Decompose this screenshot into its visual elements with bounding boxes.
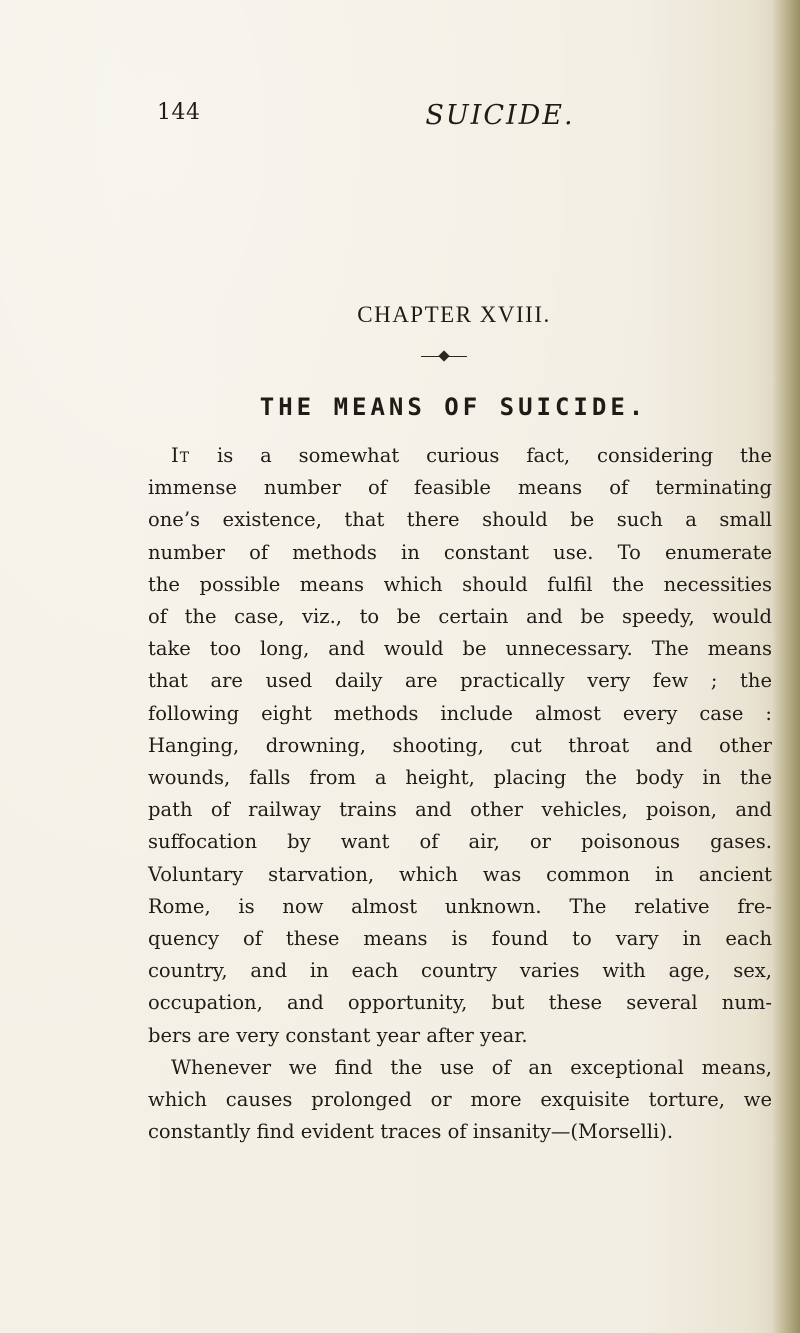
text-line: number of methods in constant use. To enumerate xyxy=(148,540,772,564)
page-number: 144 xyxy=(157,100,201,125)
text-line xyxy=(148,440,772,472)
text-line: Rome, is now almost unknown. The relative fre- xyxy=(148,894,772,918)
chapter-label: CHAPTER XVIII. xyxy=(357,302,551,327)
running-title: SUICIDE. xyxy=(425,100,575,131)
text-line: quency of these means is found to vary in each xyxy=(148,927,772,951)
chapter-title: THE MEANS OF SUICIDE. xyxy=(259,393,648,421)
text-line: suffocation by want of air, or poisonous gases. xyxy=(148,830,772,854)
text-line: bers are very constant year after year. xyxy=(148,1023,528,1047)
text-line: of the case, viz., to be certain and be speedy, would xyxy=(148,605,772,629)
text-line: which causes prolonged or more exquisite torture, we xyxy=(148,1088,772,1112)
text-line: that are used daily are practically very few ; the xyxy=(148,669,772,693)
text-line-content: is a somewhat curious fact, considering the xyxy=(190,444,772,467)
text-line: one’s existence, that there should be such a small xyxy=(148,508,772,532)
text-line: immense number of feasible means of terminating xyxy=(148,476,772,500)
text-line: country, and in each country varies with age, sex, xyxy=(148,959,772,983)
text-line: following eight methods include almost every case : xyxy=(148,701,772,725)
opening-word: It xyxy=(171,444,191,467)
text-line: wounds, falls from a height, placing the body in the xyxy=(148,766,772,790)
text-line: occupation, and opportunity, but these several num- xyxy=(148,991,772,1015)
page-edge-shadow xyxy=(772,0,800,1333)
text-line: take too long, and would be unnecessary. The means xyxy=(148,637,772,661)
paragraph-2 xyxy=(148,1052,772,1149)
text-line: the possible means which should fulfil the necessities xyxy=(148,572,772,596)
text-line: constantly find evident traces of insanity—(Morselli). xyxy=(148,1120,674,1144)
text-line: Hanging, drowning, shooting, cut throat and other xyxy=(148,733,772,757)
text-line: Whenever we find the use of an exceptional means, xyxy=(171,1055,772,1079)
text-line: path of railway trains and other vehicles, poison, and xyxy=(148,798,772,822)
diamond-ornament-icon xyxy=(438,350,449,361)
body-text xyxy=(148,440,772,1148)
running-head xyxy=(0,100,800,131)
text-line: Voluntary starvation, which was common in ancient xyxy=(148,862,772,886)
paragraph-1 xyxy=(148,440,772,1052)
